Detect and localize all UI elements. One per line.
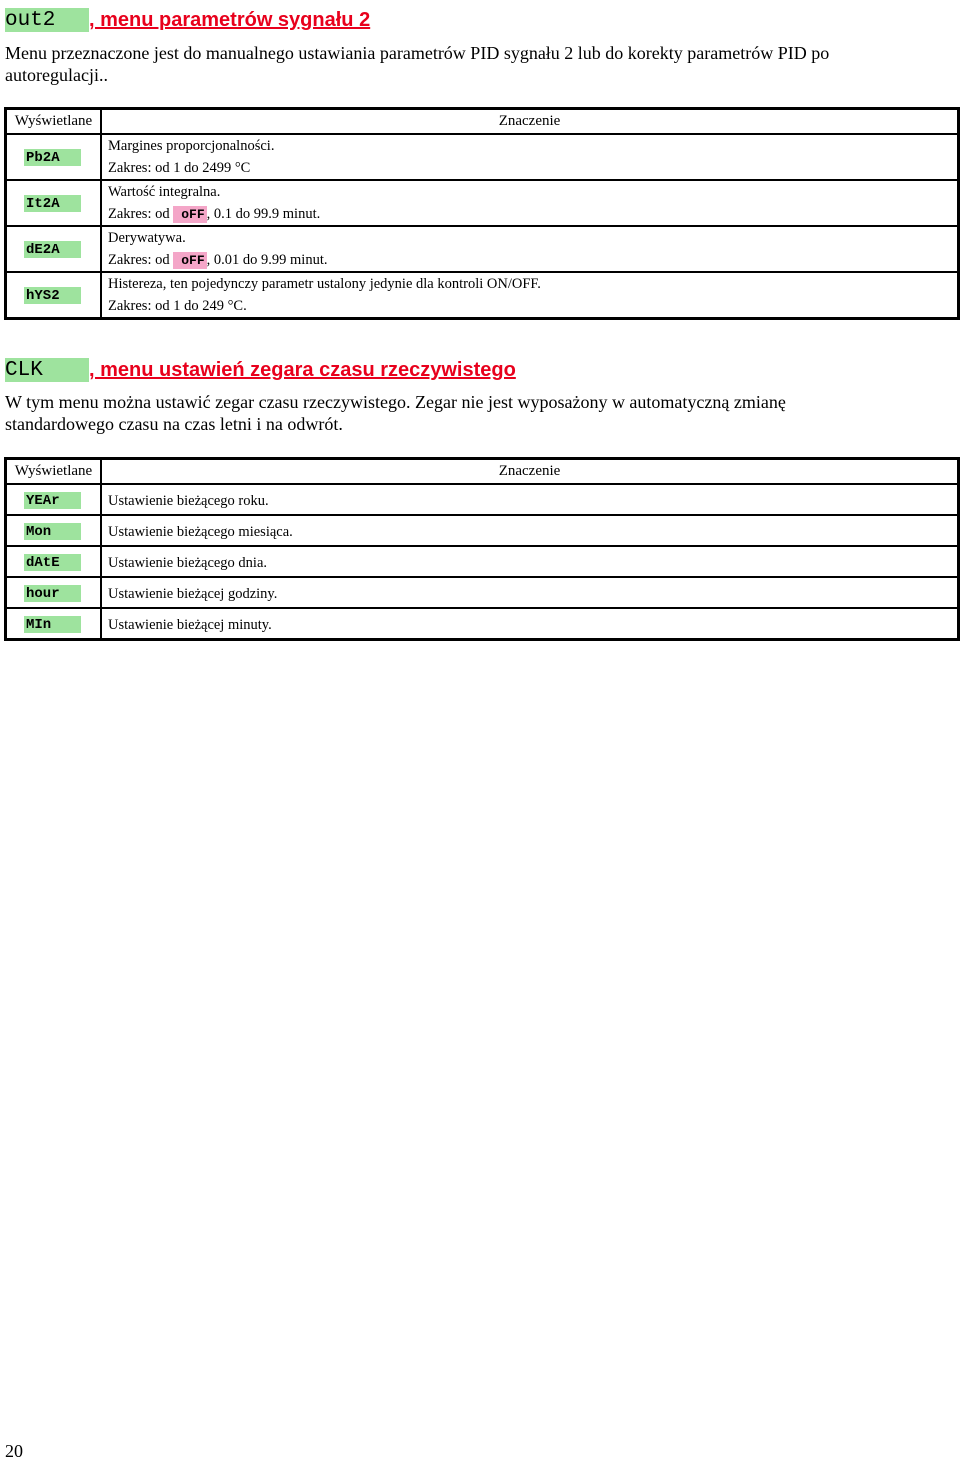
row-description: Ustawienie bieżącego dnia. <box>101 546 959 577</box>
row-range: Zakres: od oFF , 0.1 do 99.9 minut. <box>108 206 321 222</box>
page-number: 20 <box>5 1441 23 1461</box>
display-code: MIn <box>24 616 81 633</box>
table-row <box>6 608 959 639</box>
table-row <box>6 546 959 577</box>
off-value: oFF <box>173 252 206 269</box>
header-display: Wyświetlane <box>6 109 102 135</box>
row-range: Zakres: od 1 do 2499 °C <box>108 160 251 176</box>
display-code: dAtE <box>24 554 81 571</box>
menu-code: CLK <box>5 358 89 382</box>
table-row <box>6 134 959 180</box>
table-row <box>6 577 959 608</box>
table-row <box>6 226 959 272</box>
header-meaning: Znaczenie <box>101 459 959 485</box>
display-code: Mon <box>24 523 81 540</box>
header-meaning: Znaczenie <box>101 109 959 135</box>
row-range: Zakres: od oFF , 0.01 do 9.99 minut. <box>108 252 328 268</box>
section-heading: , menu ustawień zegara czasu rzeczywistego <box>89 359 516 381</box>
parameter-table-clk <box>4 457 960 641</box>
table-row <box>6 515 959 546</box>
table-row <box>6 272 959 319</box>
header-display: Wyświetlane <box>6 459 102 485</box>
row-description: Derywatywa. <box>108 230 186 246</box>
row-description: Ustawienie bieżącej godziny. <box>101 577 959 608</box>
section-description: W tym menu można ustawić zegar czasu rzeczywistego. Zegar nie jest wyposażony w automatyczną zmianę standardowego czasu na czas letni i na odwrót. <box>5 392 786 434</box>
display-code: YEAr <box>24 492 81 509</box>
row-description: Ustawienie bieżącego roku. <box>101 484 959 515</box>
row-description: Histereza, ten pojedynczy parametr ustalony jedynie dla kontroli ON/OFF. <box>108 276 541 292</box>
display-code: hour <box>24 585 81 602</box>
row-description: Ustawienie bieżącej minuty. <box>101 608 959 639</box>
display-code: dE2A <box>24 241 81 258</box>
row-description: Margines proporcjonalności. <box>108 138 275 154</box>
section-description: Menu przeznaczone jest do manualnego ustawiania parametrów PID sygnału 2 lub do korekty parametrów PID po autoregulacji.. <box>5 43 830 85</box>
display-code: It2A <box>24 195 81 212</box>
parameter-table-out2 <box>4 107 960 320</box>
section-heading: , menu parametrów sygnału 2 <box>89 9 371 31</box>
display-code: Pb2A <box>24 149 81 166</box>
row-range: Zakres: od 1 do 249 °C. <box>108 298 247 314</box>
table-row <box>6 484 959 515</box>
section-title-out2 <box>5 8 370 32</box>
row-description: Ustawienie bieżącego miesiąca. <box>101 515 959 546</box>
off-value: oFF <box>173 206 206 223</box>
table-row <box>6 180 959 226</box>
menu-code: out2 <box>5 8 89 32</box>
row-description: Wartość integralna. <box>108 184 221 200</box>
display-code: hYS2 <box>24 287 81 304</box>
section-title-clk <box>5 358 516 382</box>
